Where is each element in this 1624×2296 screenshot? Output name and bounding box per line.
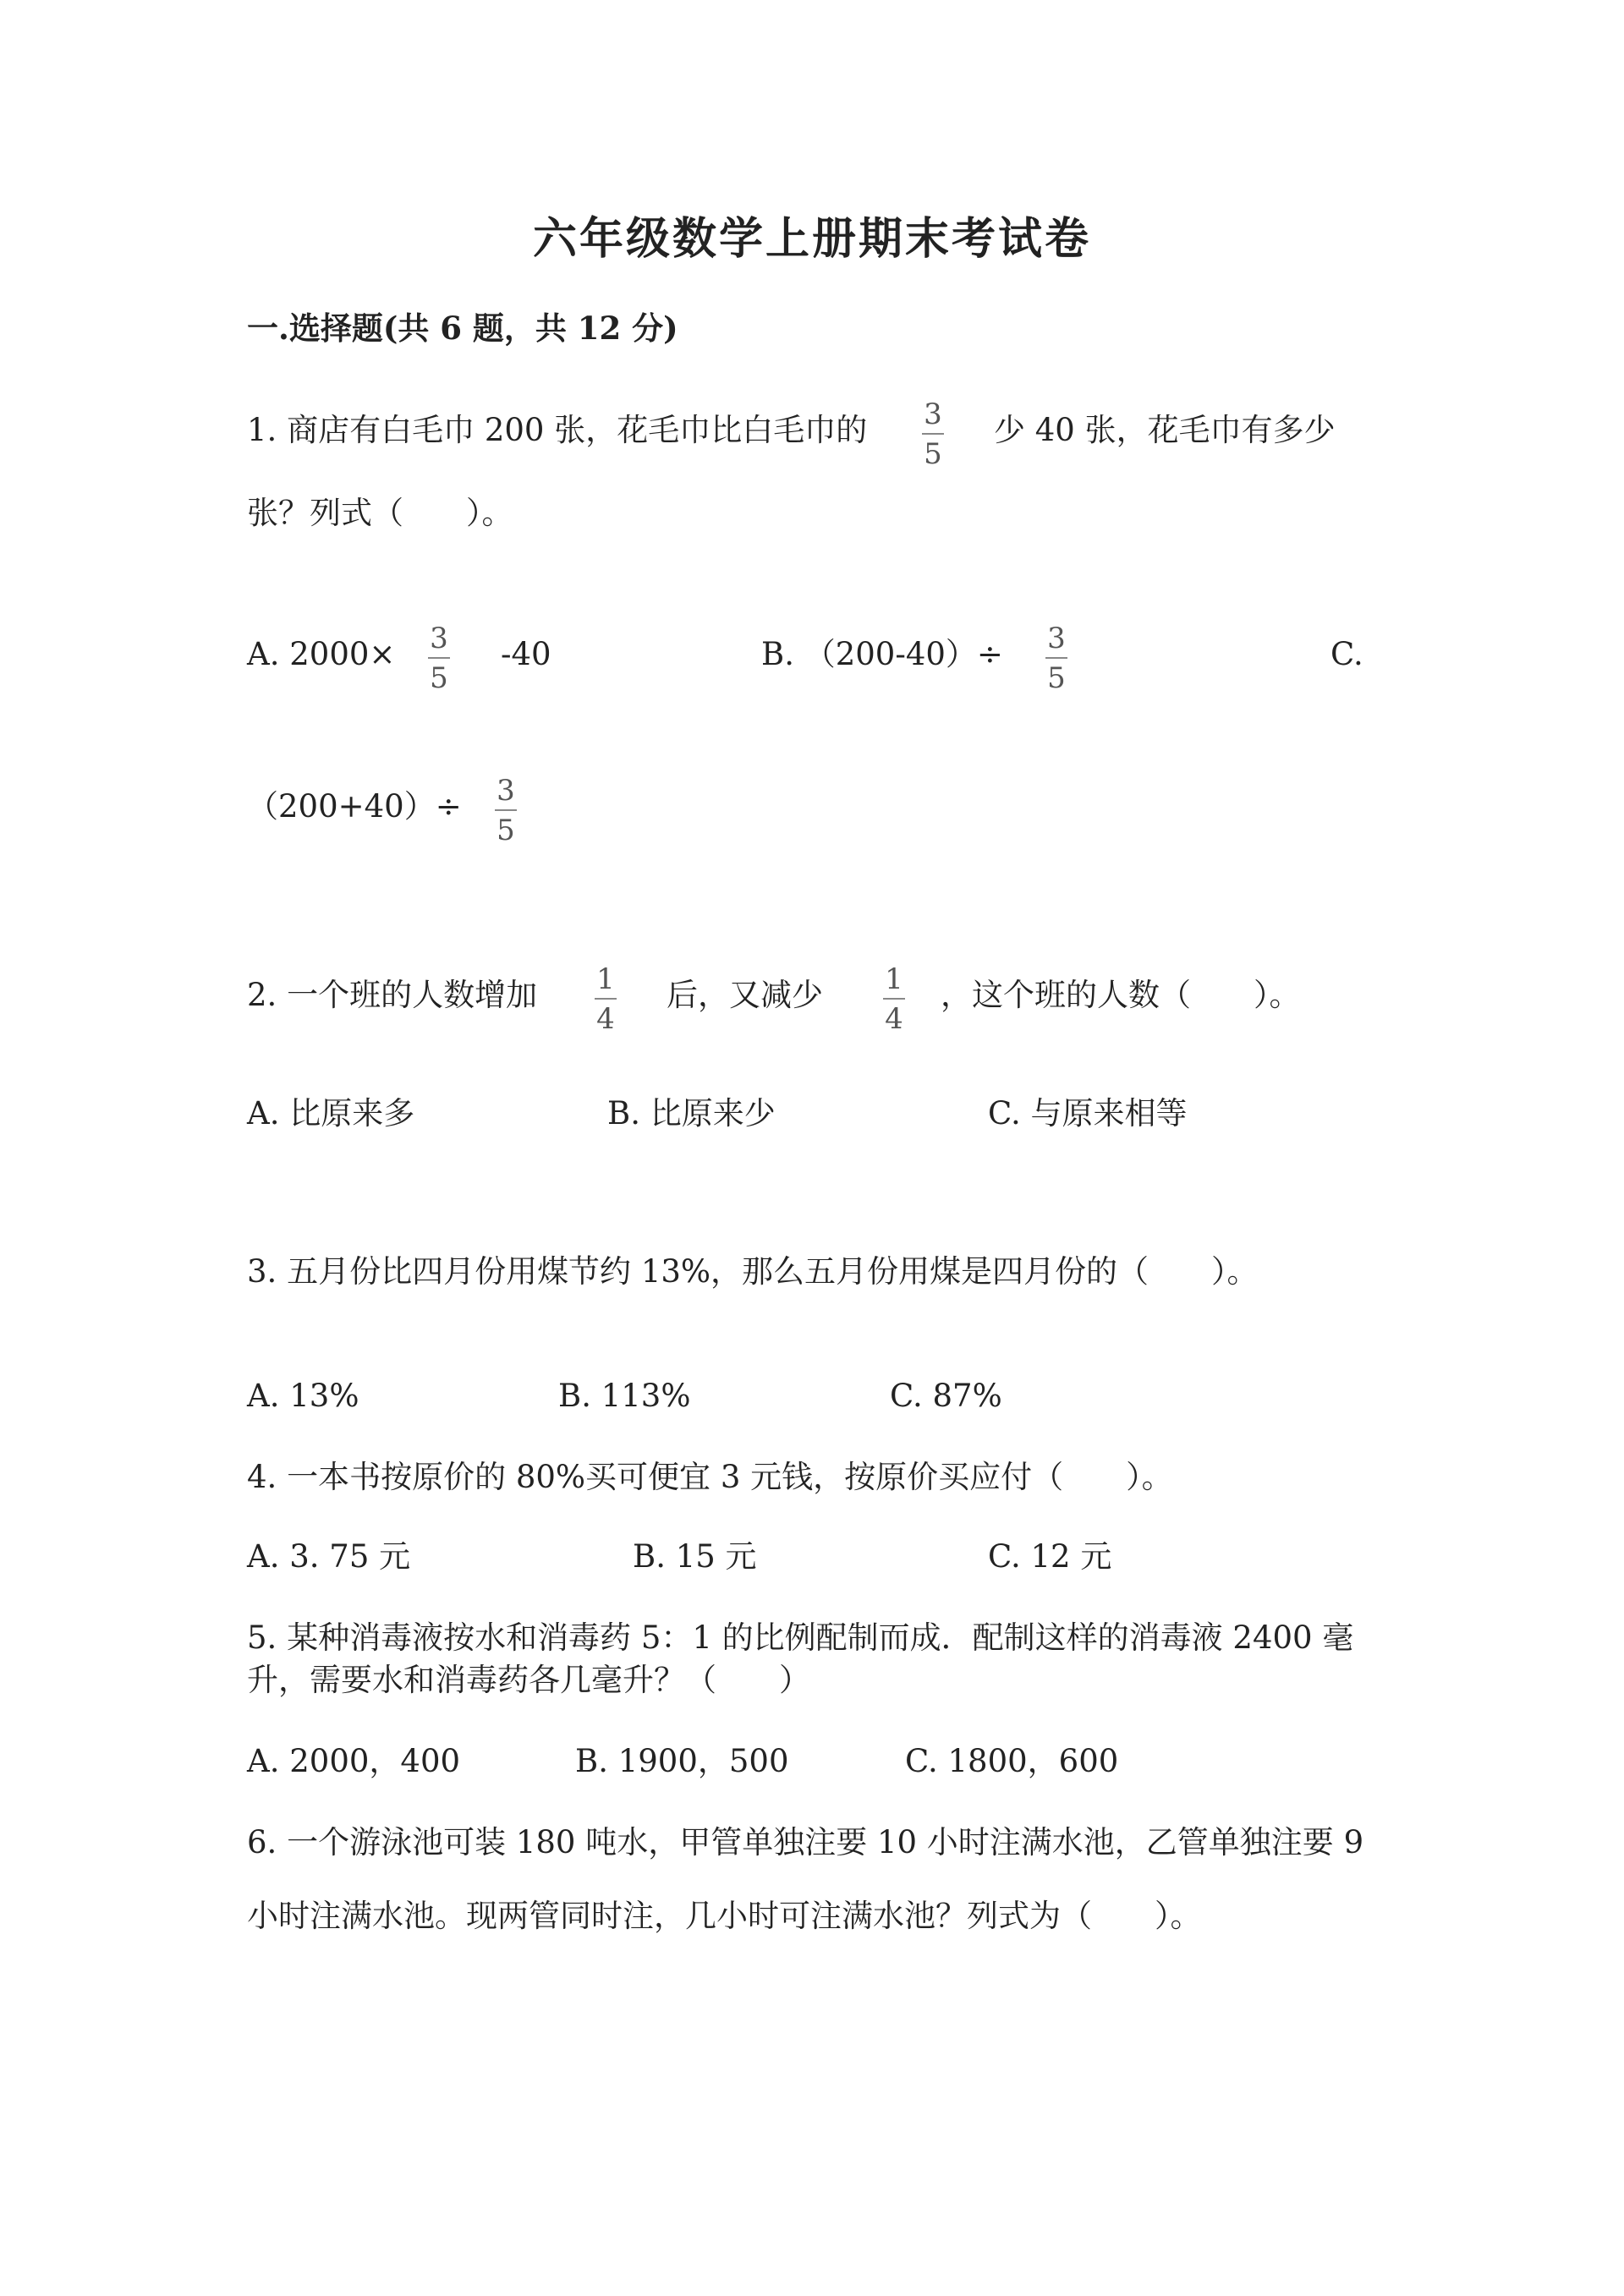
question-3-option-a: A. 13%: [247, 1378, 359, 1414]
fraction-denominator: 5: [1047, 661, 1066, 695]
question-2-text-a: 2. 一个班的人数增加: [247, 977, 538, 1013]
question-1-option-a: A. 2000×: [247, 636, 396, 672]
fraction-bar: [883, 998, 905, 1000]
question-5-option-b: B. 1900，500: [575, 1743, 789, 1779]
question-5-line-2: 升，需要水和消毒药各几毫升？（ ）: [247, 1662, 810, 1698]
question-2-fraction-1: [595, 962, 617, 1036]
question-2-text-b: 后，又减少: [667, 977, 823, 1013]
question-1-text-a: 1. 商店有白毛巾 200 张，花毛巾比白毛巾的: [247, 412, 868, 448]
fraction-numerator: 3: [924, 397, 942, 431]
question-2-option-b: B. 比原来少: [607, 1095, 776, 1132]
fraction-numerator: 3: [1047, 622, 1066, 655]
question-6-line-2: 小时注满水池。现两管同时注，几小时可注满水池？列式为（ ）。: [247, 1898, 1202, 1934]
question-1-text-c: 张？列式（ ）。: [247, 495, 513, 531]
fraction-bar: [1045, 657, 1067, 659]
fraction-numerator: 3: [497, 774, 515, 808]
option-a-fraction: [428, 624, 450, 693]
fraction-numerator: 3: [430, 622, 448, 655]
question-1-option-c: （200+40）÷: [247, 788, 462, 825]
question-3-text: 3. 五月份比四月份用煤节约 13%，那么五月份用煤是四月份的（ ）。: [247, 1253, 1259, 1290]
question-4-option-b: B. 15 元: [633, 1538, 757, 1575]
option-a-tail: -40: [501, 636, 551, 672]
question-1-option-b: B. （200-40）÷: [761, 636, 1003, 672]
fraction-bar: [595, 998, 617, 1000]
question-1-text-b: 少 40 张，花毛巾有多少: [994, 412, 1336, 448]
question-3-option-b: B. 113%: [558, 1378, 691, 1414]
question-5-option-c: C. 1800，600: [905, 1743, 1119, 1779]
fraction-denominator: 5: [924, 437, 942, 471]
question-1-option-c-label: C.: [1330, 636, 1363, 672]
option-b-fraction: [1045, 624, 1067, 693]
fraction-bar: [495, 809, 517, 811]
fraction-denominator: 5: [430, 661, 448, 695]
question-6-line-1: 6. 一个游泳池可装 180 吨水，甲管单独注要 10 小时注满水池，乙管单独注要 9: [247, 1824, 1364, 1860]
fraction-denominator: 4: [885, 1002, 903, 1036]
fraction-denominator: 5: [497, 814, 515, 847]
question-1-fraction: [922, 397, 944, 471]
question-2-fraction-2: [883, 962, 905, 1036]
fraction-denominator: 4: [596, 1002, 615, 1036]
question-2-text-c: ，这个班的人数（ ）。: [941, 977, 1301, 1013]
question-2-option-a: A. 比原来多: [247, 1095, 415, 1132]
fraction-numerator: 1: [596, 962, 615, 996]
question-5-option-a: A. 2000，400: [247, 1743, 461, 1779]
page-title: 六年级数学上册期末考试卷: [532, 213, 1091, 265]
question-2-option-c: C. 与原来相等: [988, 1095, 1188, 1132]
option-c-fraction: [495, 776, 517, 845]
question-4-text: 4. 一本书按原价的 80%买可便宜 3 元钱，按原价买应付（ ）。: [247, 1459, 1173, 1495]
section-heading: 一.选择题(共 6 题，共 12 分): [247, 310, 678, 347]
question-4-option-a: A. 3. 75 元: [247, 1538, 411, 1575]
fraction-bar: [428, 657, 450, 659]
question-4-option-c: C. 12 元: [988, 1538, 1112, 1575]
question-3-option-c: C. 87%: [890, 1378, 1002, 1414]
question-5-line-1: 5. 某种消毒液按水和消毒药 5：1 的比例配制而成．配制这样的消毒液 2400 毫: [247, 1619, 1354, 1656]
fraction-bar: [922, 433, 944, 435]
fraction-numerator: 1: [885, 962, 903, 996]
